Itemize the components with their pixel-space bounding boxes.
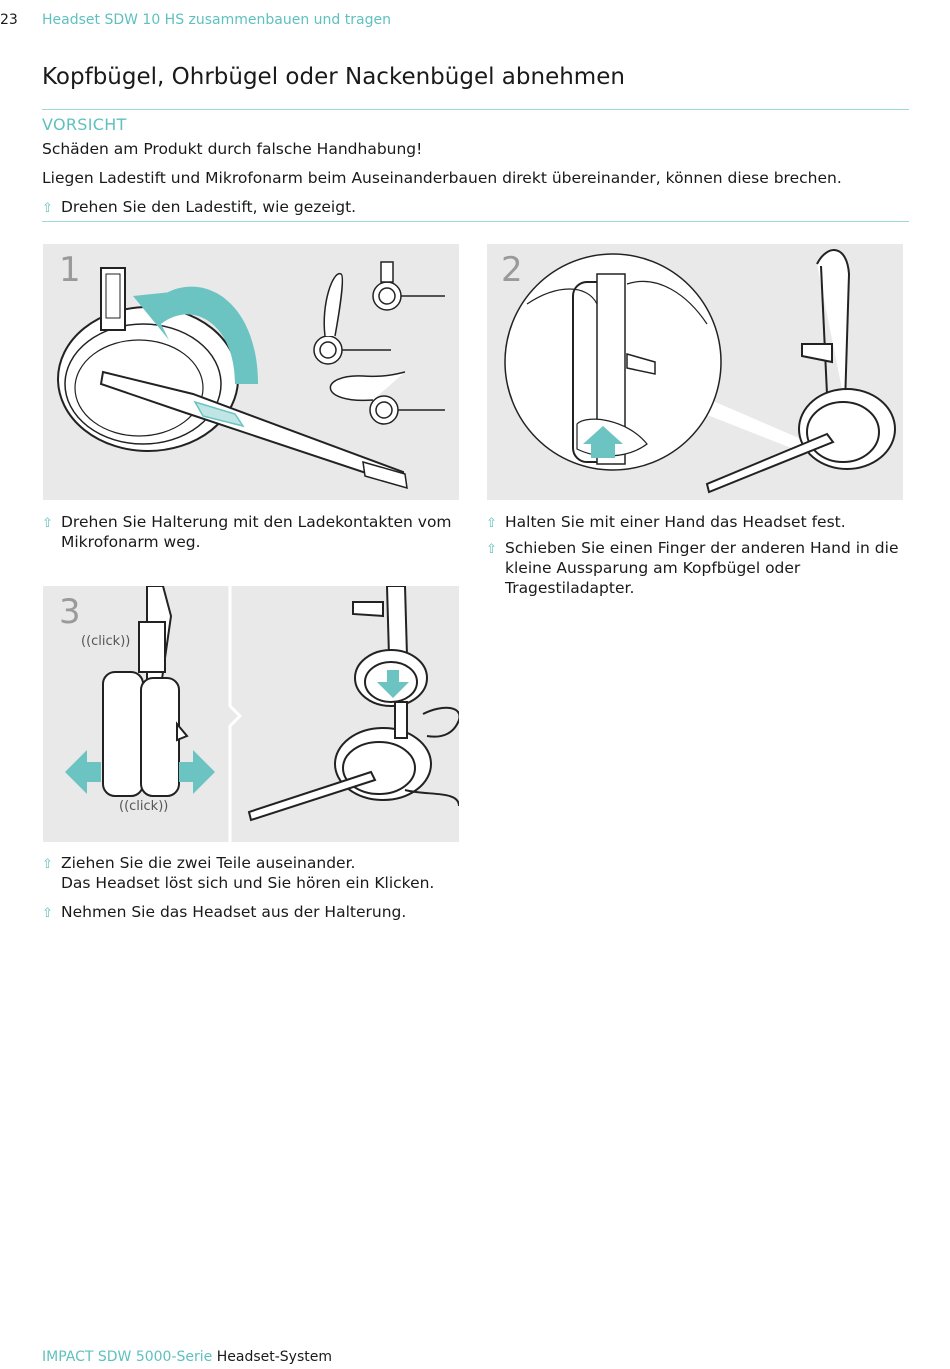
illustration-panel-3 (43, 586, 459, 842)
up-arrow-icon: ⇧ (486, 542, 497, 557)
panel-number-2: 2 (501, 250, 523, 290)
panel-number-3: 3 (59, 592, 81, 632)
footer-system: Headset-System (216, 1349, 332, 1365)
step-item (486, 538, 906, 598)
page-footer (42, 1349, 332, 1365)
step-item (486, 512, 906, 534)
steps-panel-2 (486, 512, 906, 598)
step-text: Nehmen Sie das Headset aus der Halterung. (61, 903, 407, 921)
up-arrow-icon: ⇧ (42, 201, 53, 216)
up-arrow-icon: ⇧ (42, 906, 53, 921)
footer-series: IMPACT SDW 5000-Serie (42, 1349, 213, 1365)
steps-panel-3 (42, 853, 902, 924)
page-number: 23 (0, 12, 18, 28)
caution-step (42, 197, 902, 219)
up-arrow-icon: ⇧ (42, 857, 53, 872)
caution-line-2: Liegen Ladestift und Mikrofonarm beim Auseinanderbauen direkt übereinander, können diese brechen. (42, 169, 842, 187)
page-title: Kopfbügel, Ohrbügel oder Nackenbügel abnehmen (42, 64, 625, 90)
panel-number-1: 1 (59, 250, 81, 290)
illustration-panel-2 (487, 244, 903, 500)
up-arrow-icon: ⇧ (42, 516, 53, 531)
step-item (42, 902, 902, 924)
up-arrow-icon: ⇧ (486, 516, 497, 531)
steps-panel-1 (42, 512, 462, 552)
caution-divider (42, 221, 909, 222)
step-text: Drehen Sie Halterung mit den Ladekontakten vom Mikrofonarm weg. (61, 513, 452, 551)
illustration-panel-1 (43, 244, 459, 500)
caution-line-1: Schäden am Produkt durch falsche Handhabung! (42, 140, 423, 158)
running-header: Headset SDW 10 HS zusammenbauen und tragen (42, 12, 391, 28)
headset-rotate-illustration (43, 244, 459, 500)
click-label-bottom: ((click)) (119, 799, 169, 814)
step-item (42, 512, 462, 552)
caution-step-text: Drehen Sie den Ladestift, wie gezeigt. (61, 198, 357, 216)
headset-hold-illustration (487, 244, 903, 500)
step-text: Halten Sie mit einer Hand das Headset fest. (505, 513, 846, 531)
step-text-line-2: Das Headset löst sich und Sie hören ein Klicken. (61, 874, 435, 892)
title-divider (42, 109, 909, 110)
step-text (61, 853, 434, 893)
step-text: Schieben Sie einen Finger der anderen Hand in die kleine Aussparung am Kopfbügel oder Tragestiladapter. (505, 539, 899, 597)
headset-separate-illustration (43, 586, 459, 842)
click-label-top: ((click)) (81, 634, 131, 649)
step-text-line-1: Ziehen Sie die zwei Teile auseinander. (61, 854, 356, 872)
step-item (42, 853, 902, 893)
caution-heading: VORSICHT (42, 115, 127, 134)
